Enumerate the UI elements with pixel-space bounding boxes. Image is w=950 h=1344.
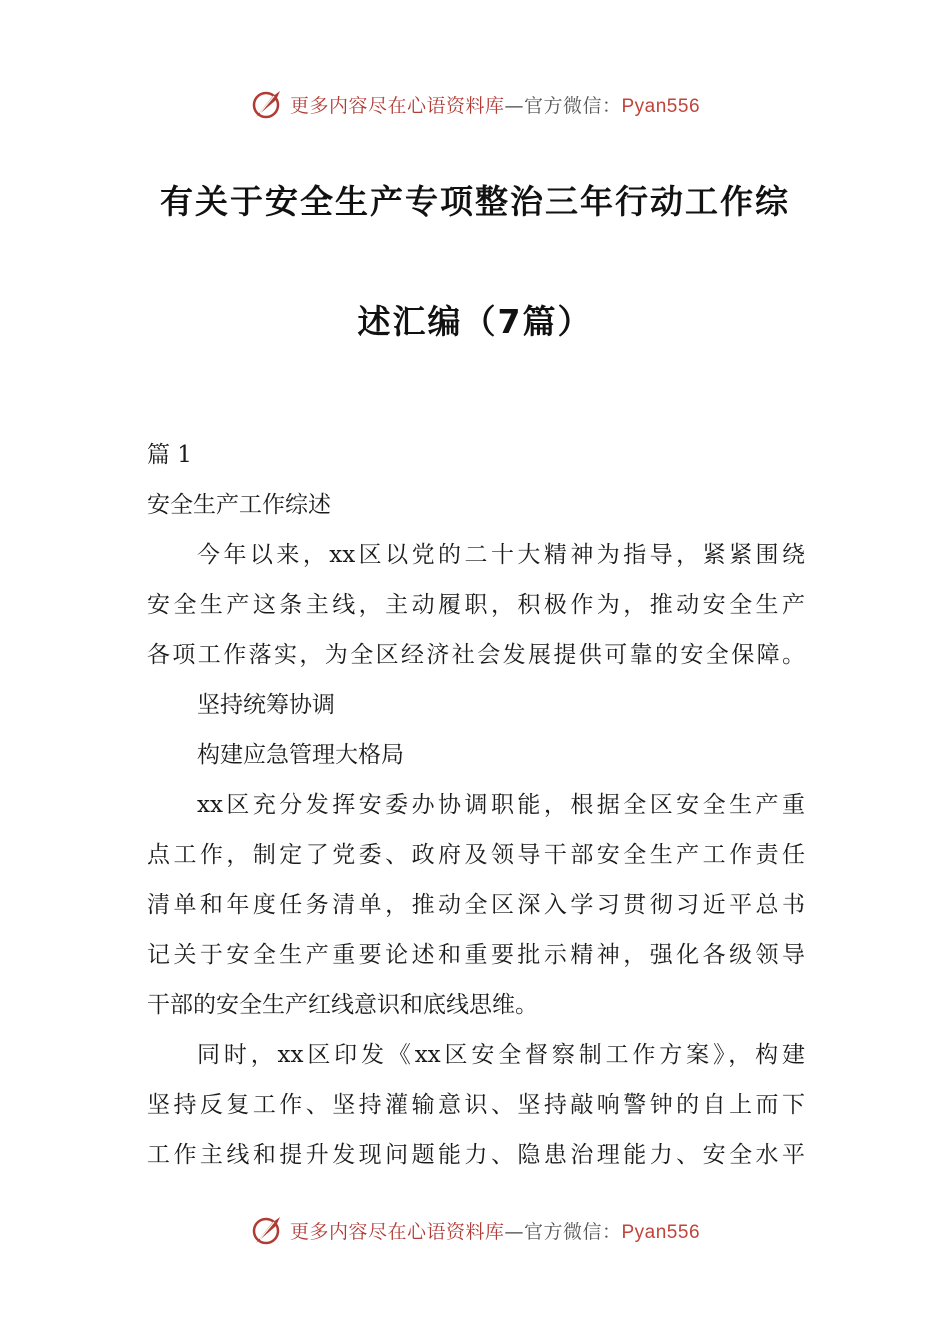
watermark-site: 更多内容尽在心语资料库	[289, 1220, 505, 1243]
paragraph-line: 今年以来，xx区以党的二十大精神为指导，紧紧围绕	[197, 542, 805, 568]
paragraph-line: 同时，xx区印发《xx区安全督察制工作方案》，构建	[197, 1042, 805, 1068]
footer-watermark	[0, 1210, 950, 1250]
paragraph-line: 各项工作落实，为全区经济社会发展提供可靠的安全保障。	[147, 642, 805, 668]
quill-logo-icon	[250, 87, 284, 121]
document-title-line-2: 述汇编（7篇）	[357, 302, 593, 341]
watermark-site: 更多内容尽在心语资料库	[289, 94, 505, 117]
watermark-wechat-id: Pyan556	[621, 95, 701, 117]
paragraph-line: xx区充分发挥安委办协调职能，根据全区安全生产重	[197, 792, 805, 818]
watermark-dash: —	[504, 1220, 524, 1243]
watermark-dash: —	[504, 94, 524, 117]
document-title-line-1: 有关于安全生产专项整治三年行动工作综	[160, 182, 790, 221]
paragraph-line: 清单和年度任务清单，推动全区深入学习贯彻习近平总书	[147, 892, 805, 918]
watermark-wechat-id: Pyan556	[621, 1221, 701, 1243]
quill-logo-icon	[250, 1213, 284, 1247]
section-subtitle: 安全生产工作综述	[147, 492, 331, 518]
section-heading: 构建应急管理大格局	[197, 742, 404, 768]
paragraph-line: 干部的安全生产红线意识和底线思维。	[147, 992, 538, 1018]
watermark-wechat-label: 官方微信：	[523, 1220, 622, 1243]
watermark-text	[290, 91, 700, 118]
paragraph-line: 记关于安全生产重要论述和重要批示精神，强化各级领导	[147, 942, 805, 968]
header-watermark	[0, 84, 950, 124]
watermark-wechat-label: 官方微信：	[523, 94, 622, 117]
chapter-heading: 篇 1	[147, 442, 192, 468]
watermark-text	[290, 1217, 700, 1244]
paragraph-line: 安全生产这条主线，主动履职，积极作为，推动安全生产	[147, 592, 805, 618]
paragraph-line: 点工作，制定了党委、政府及领导干部安全生产工作责任	[147, 842, 805, 868]
section-heading: 坚持统筹协调	[197, 692, 335, 718]
paragraph-line: 坚持反复工作、坚持灌输意识、坚持敲响警钟的自上而下	[147, 1092, 805, 1118]
paragraph-line: 工作主线和提升发现问题能力、隐患治理能力、安全水平	[147, 1142, 805, 1168]
